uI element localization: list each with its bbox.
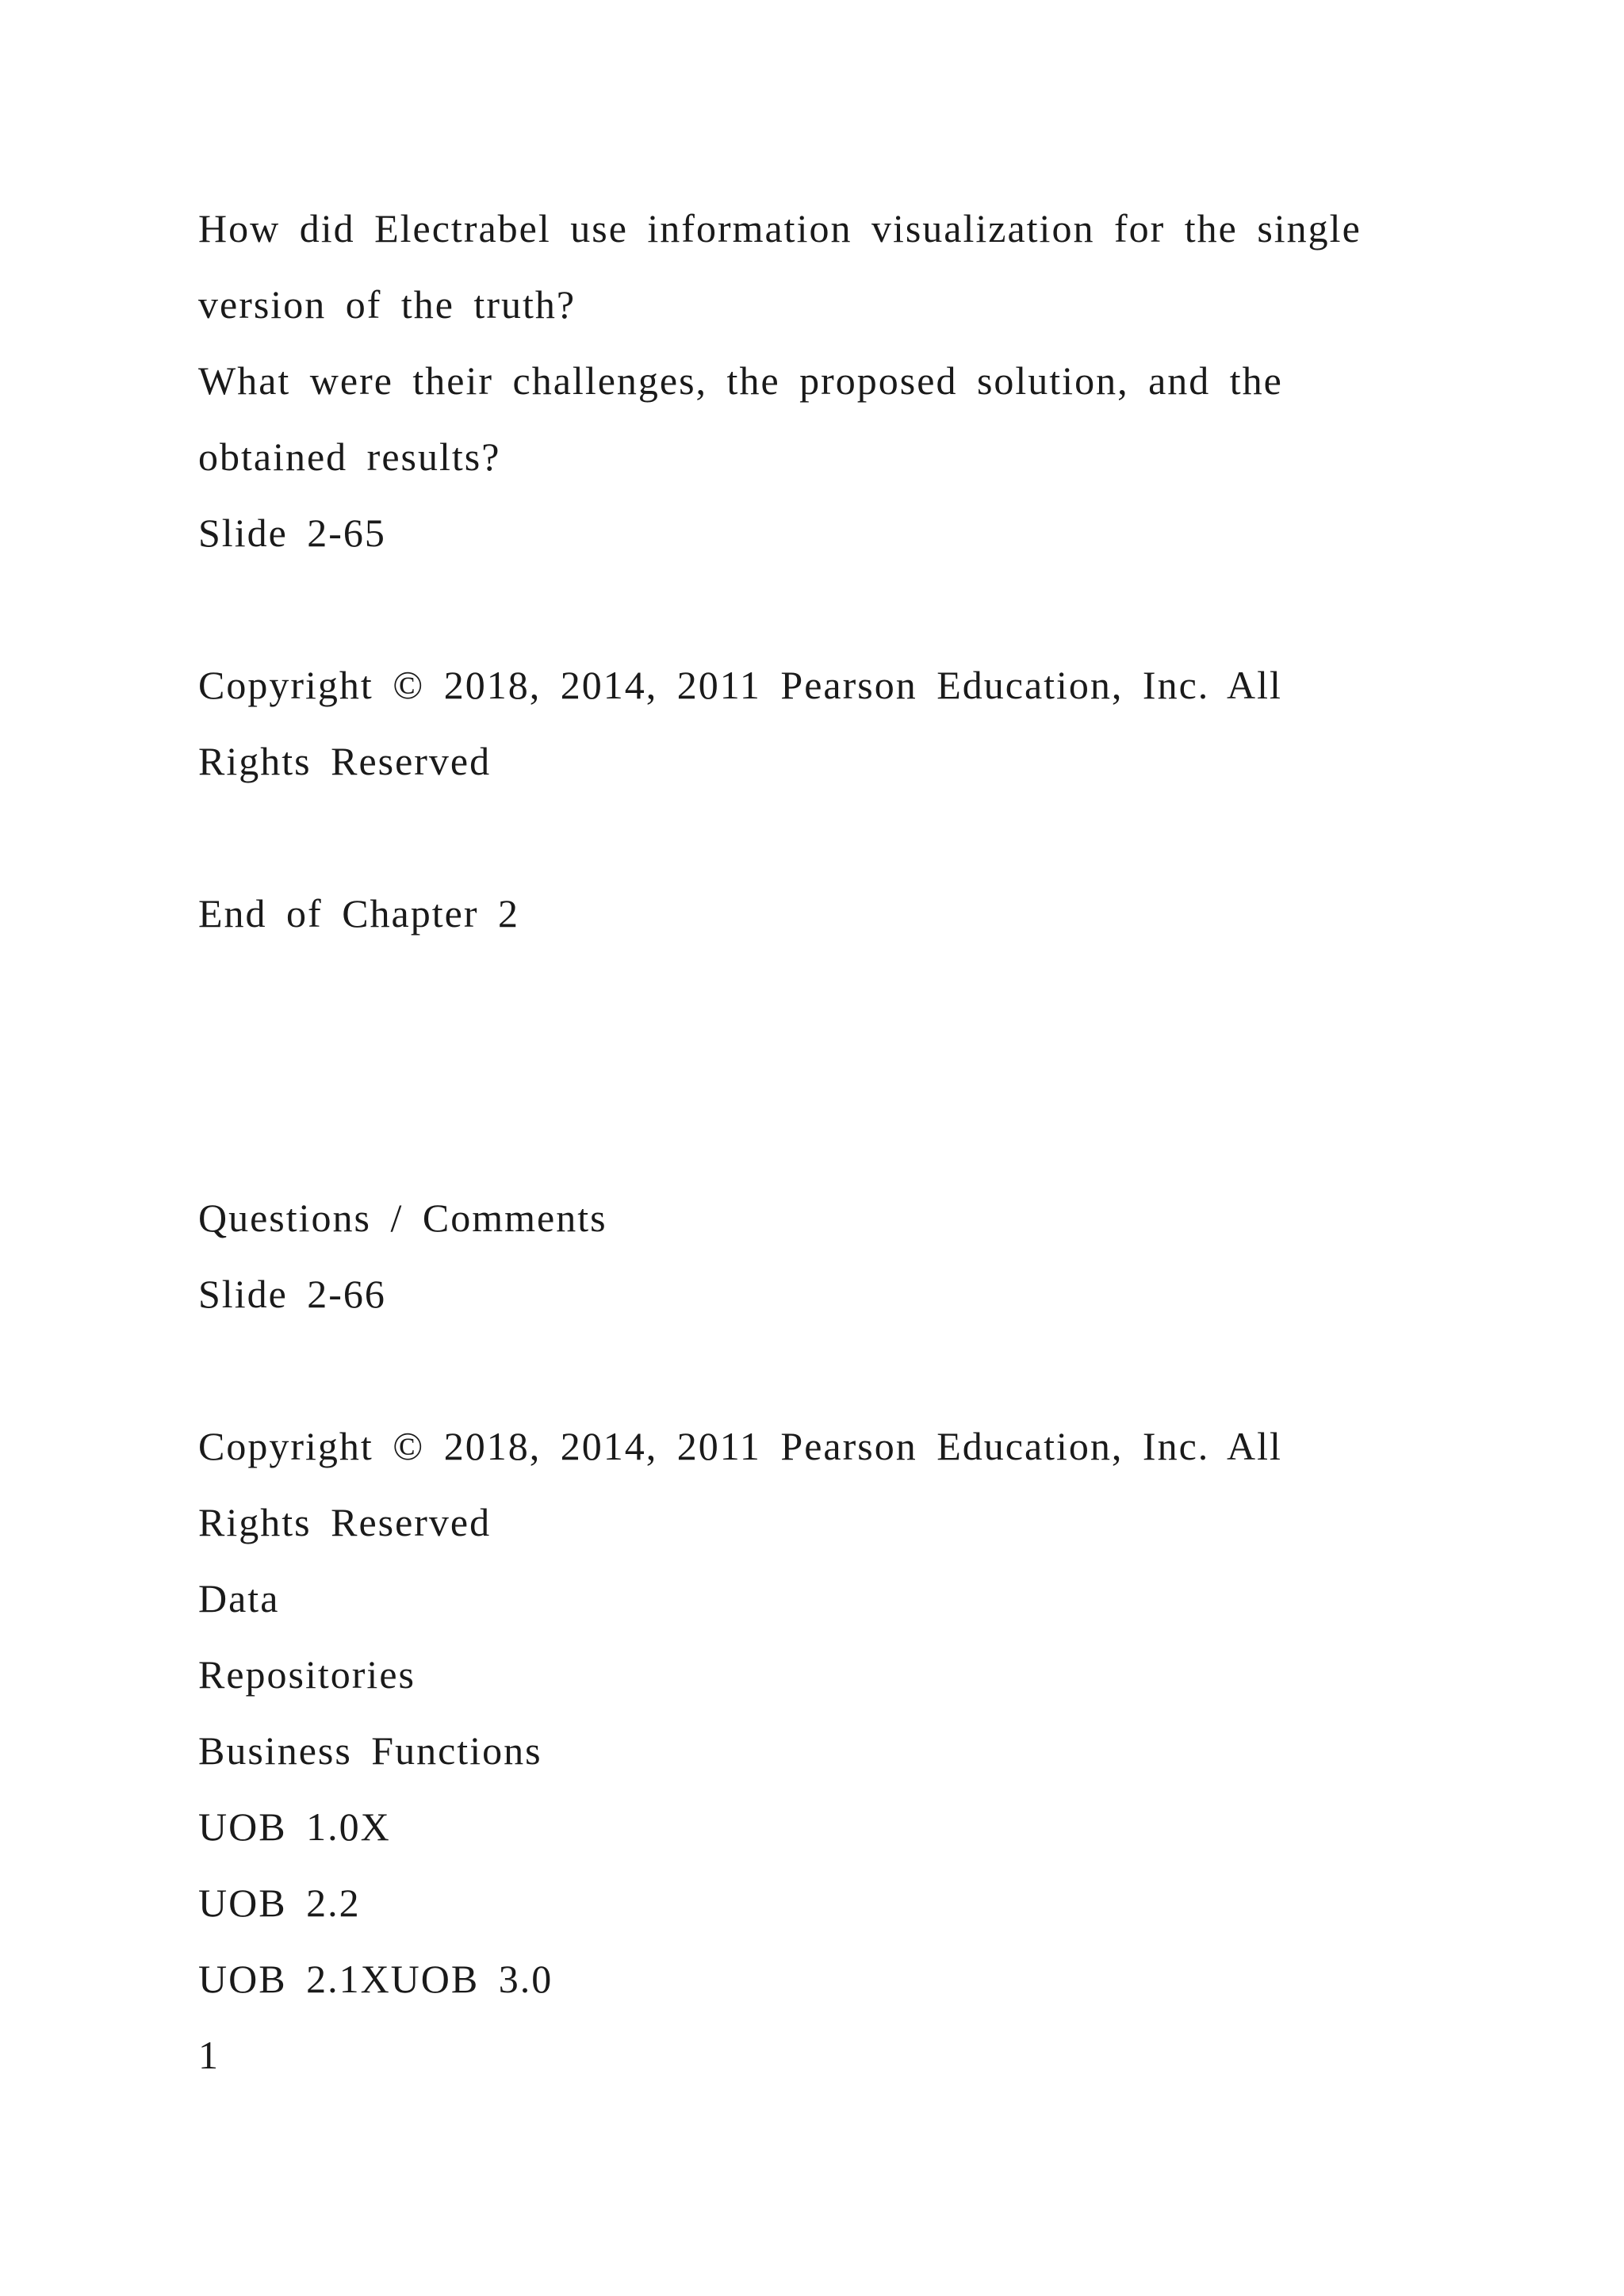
repositories-label: Repositories [198,1652,416,1697]
data-label: Data [198,1576,280,1621]
blank-line [198,571,1435,647]
blank-line [198,799,1435,875]
question-line-4: obtained results? [198,434,501,479]
document-text [198,190,1435,2093]
uob-version-line: UOB 2.2 [198,1881,361,1925]
copyright-line-2: Rights Reserved [198,1500,492,1544]
uob-version-line: UOB 2.1XUOB 3.0 [198,1957,553,2001]
uob-version-line: UOB 1.0X [198,1804,391,1849]
blank-space [198,951,1435,1180]
page-number: 1 [198,2033,220,2077]
question-line-1: How did Electrabel use information visualization for the single [198,206,1362,251]
chapter-end-heading: End of Chapter 2 [198,891,519,936]
copyright-line-1: Copyright © 2018, 2014, 2011 Pearson Education, Inc. All [198,663,1282,707]
business-functions-label: Business Functions [198,1728,542,1773]
slide-number: Slide 2-66 [198,1272,386,1316]
blank-line [198,1332,1435,1408]
copyright-line-1: Copyright © 2018, 2014, 2011 Pearson Education, Inc. All [198,1424,1282,1468]
slide-number: Slide 2-65 [198,511,386,555]
question-line-3: What were their challenges, the proposed solution, and the [198,358,1283,403]
questions-heading: Questions / Comments [198,1196,607,1240]
question-line-2: version of the truth? [198,282,576,327]
copyright-line-2: Rights Reserved [198,739,492,783]
